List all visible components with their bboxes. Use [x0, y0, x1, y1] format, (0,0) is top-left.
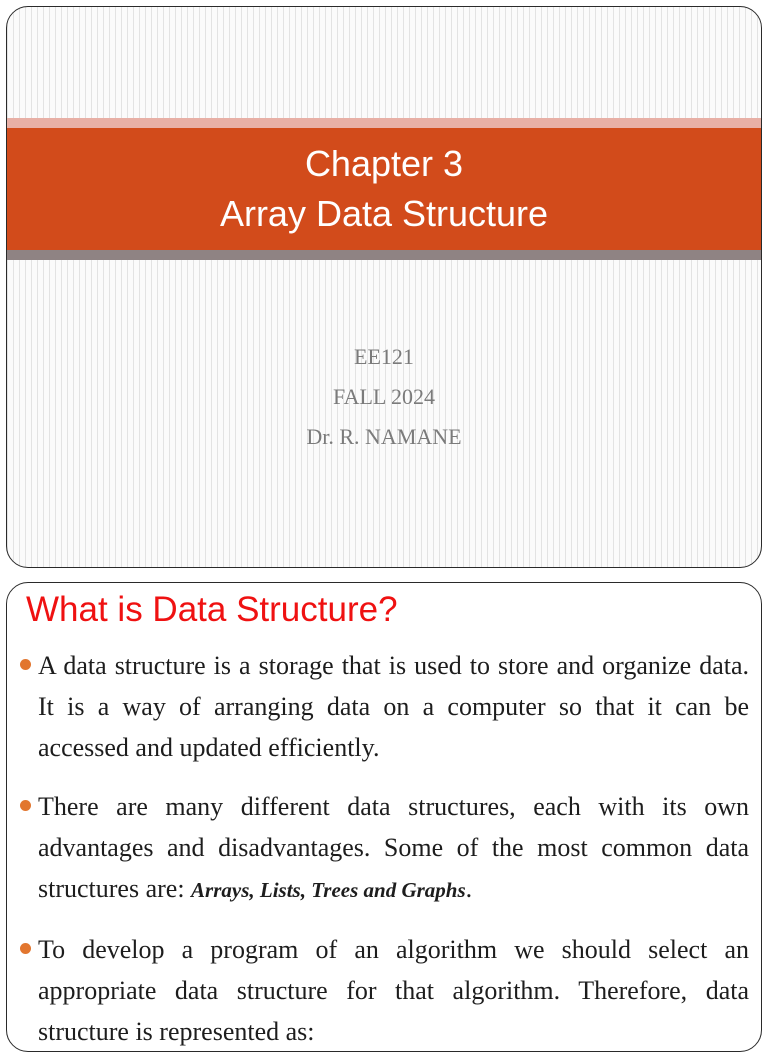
title-accent-band-bottom	[7, 250, 761, 260]
bullet-tail: .	[465, 874, 473, 903]
chapter-title: Chapter 3	[304, 143, 464, 184]
title-band	[7, 128, 761, 250]
course-info	[7, 337, 761, 457]
chapter-subtitle: Array Data Structure	[219, 193, 549, 234]
bullet-item	[17, 929, 749, 1052]
content-slide	[6, 582, 762, 1052]
bullet-dot-icon	[20, 659, 31, 670]
bullet-item	[17, 786, 749, 911]
course-term: FALL 2024	[332, 384, 436, 409]
bullet-list	[17, 645, 749, 1052]
title-slide	[6, 6, 762, 568]
course-code: EE121	[354, 344, 414, 369]
slide-heading: What is Data Structure?	[26, 590, 398, 629]
bullet-item	[17, 645, 749, 768]
bullet-text: To develop a program of an algorithm we should select an appropriate data structure for that algorithm. Therefore, data structure is represented as:	[38, 935, 749, 1046]
bullet-text: There are many different data structures, each with its own advantages and disadvantages. Some of the most common data structures are:	[38, 792, 749, 903]
bullet-dot-icon	[20, 800, 31, 811]
bullet-emphasis: Arrays, Lists, Trees and Graphs	[191, 878, 466, 902]
bullet-text: A data structure is a storage that is used to store and organize data. It is a way of arranging data on a computer so that it can be accessed and updated efficiently.	[38, 651, 749, 762]
title-accent-band-top	[7, 118, 761, 128]
bullet-dot-icon	[20, 943, 31, 954]
course-instructor: Dr. R. NAMANE	[306, 424, 462, 449]
